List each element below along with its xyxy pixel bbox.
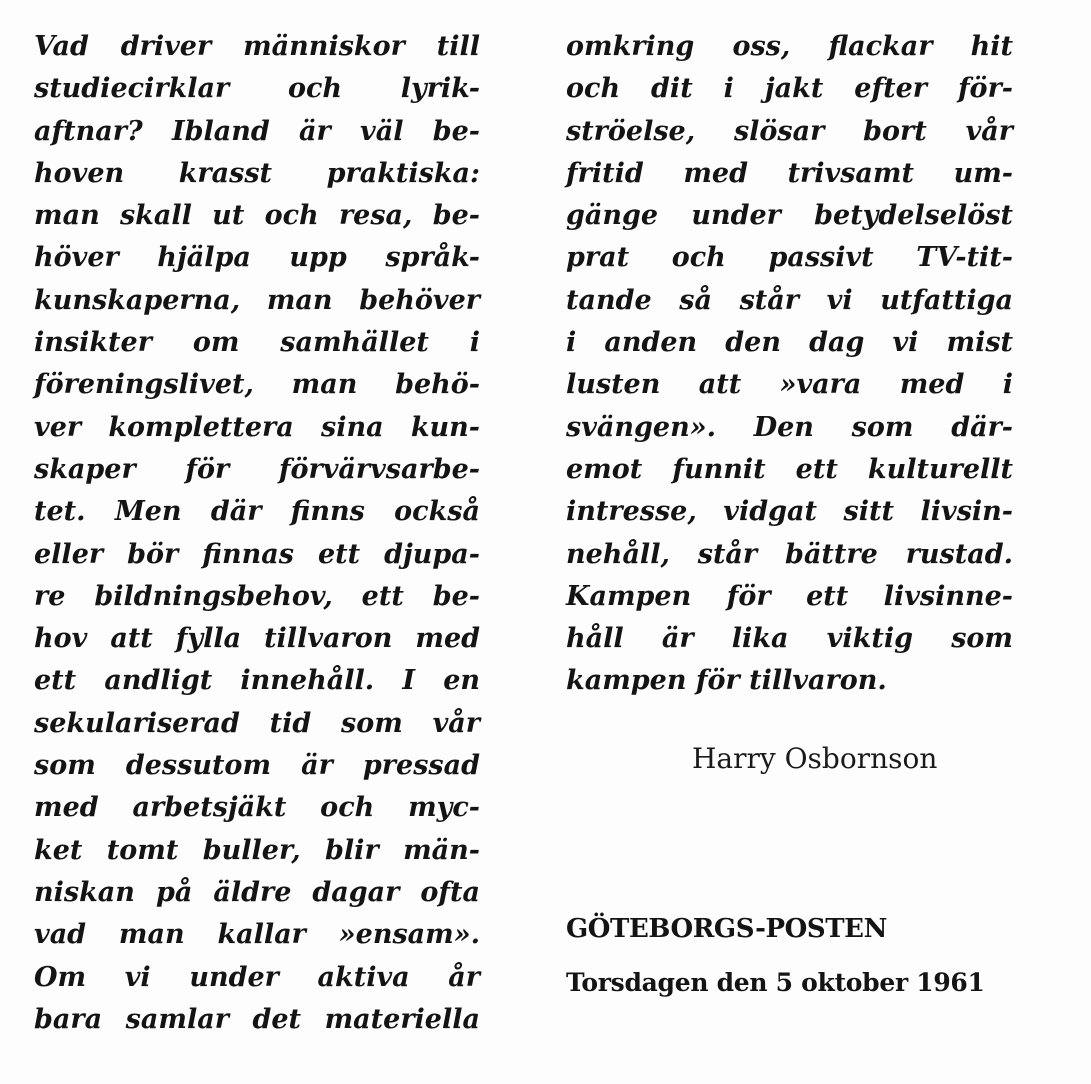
article-line: vad man kallar »ensam». [34,919,480,951]
article-column-left [34,26,480,1041]
article-line: Kampen för ett livsinne- [566,580,1013,612]
article-line: och dit i jakt efter för- [566,73,1013,105]
article-column-right [566,26,1013,703]
article-line: prat och passivt TV-tit- [566,242,1013,274]
newspaper-name: GÖTEBORGS-POSTEN [566,914,887,944]
article-line: i anden den dag vi mist [566,327,1013,359]
article-line: ett andligt innehåll. I en [34,665,480,697]
article-line: insikter om samhället i [34,327,480,359]
article-line: aftnar? Ibland är väl be- [34,115,480,147]
article-line: sekulariserad tid som vår [34,707,480,739]
article-line: föreningslivet, man behö- [34,369,480,401]
article-line: Om vi under aktiva år [34,961,480,993]
article-line: skaper för förvärvsarbe- [34,453,480,485]
article-line: omkring oss, flackar hit [566,31,1013,62]
article-line: bara samlar det materiella [34,1003,480,1035]
article-line: med arbetsjäkt och myc- [34,792,480,824]
article-line: ver komplettera sina kun- [34,411,480,443]
article-line: hoven krasst praktiska: [34,157,480,189]
article-line: tande så står vi utfattiga [566,284,1013,316]
article-line: emot funnit ett kulturellt [566,453,1013,485]
article-line: man skall ut och resa, be- [34,200,480,232]
publication-date: Torsdagen den 5 oktober 1961 [566,968,985,997]
article-line: gänge under betydelselöst [566,200,1013,232]
article-line: nehåll, står bättre rustad. [566,538,1013,570]
article-line: studiecirklar och lyrik- [34,73,480,105]
author-signature: Harry Osbornson [692,742,938,775]
article-line: eller bör finnas ett djupa- [34,538,480,570]
article-line: höver hjälpa upp språk- [34,242,480,274]
article-line: fritid med trivsamt um- [566,157,1013,189]
article-line: svängen». Den som där- [566,411,1013,443]
article-line: tet. Men där finns också [34,496,480,528]
article-line: intresse, vidgat sitt livsin- [566,496,1013,528]
article-line: Vad driver människor till [34,31,480,62]
article-line: lusten att »vara med i [566,369,1013,401]
article-line: ket tomt buller, blir män- [34,834,480,866]
article-line: hov att fylla tillvaron med [34,623,480,655]
article-line: kampen för tillvaron. [566,665,887,697]
article-line: re bildningsbehov, ett be- [34,580,480,612]
article-line: ströelse, slösar bort vår [566,115,1013,147]
article-line: håll är lika viktig som [566,623,1013,655]
article-line: kunskaperna, man behöver [34,284,480,316]
article-line: som dessutom är pressad [34,750,480,782]
article-line: niskan på äldre dagar ofta [34,876,480,908]
